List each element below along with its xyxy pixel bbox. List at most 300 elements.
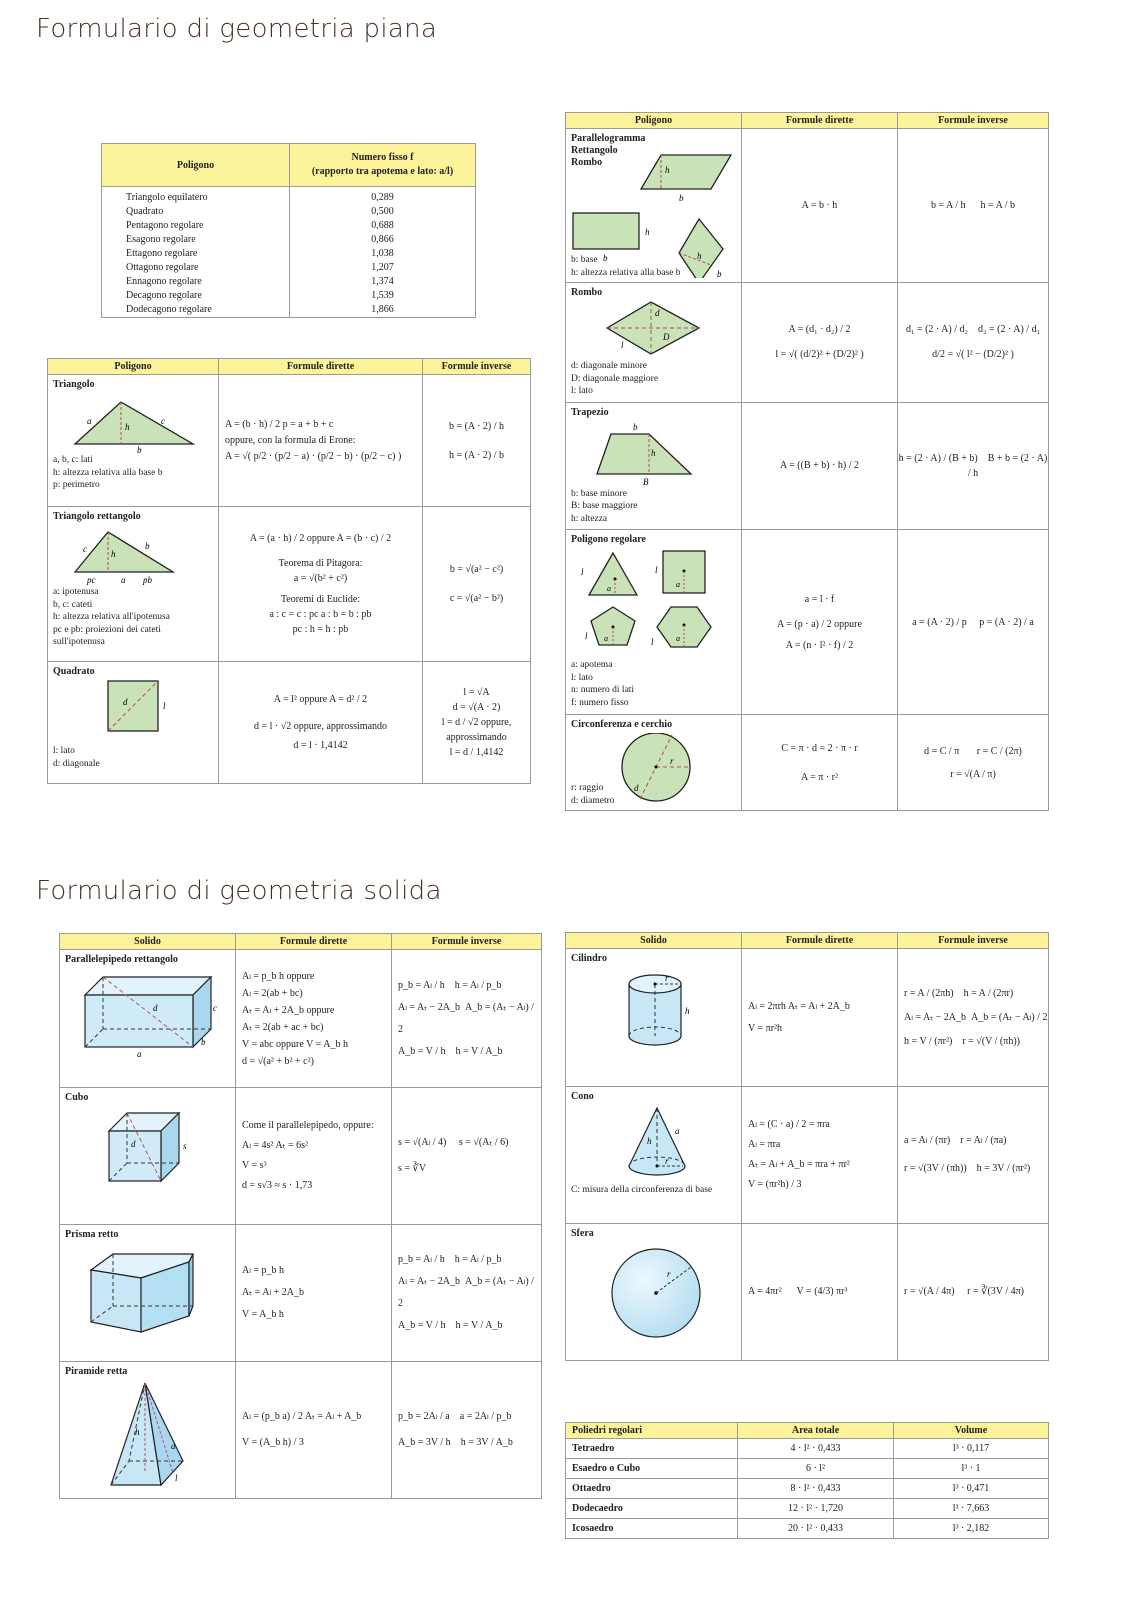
solid-left-table	[59, 933, 542, 1499]
legend-line: h: altezza relativa all'ipotenusa	[53, 612, 170, 622]
cell-direct	[236, 950, 392, 1088]
header-volume: Volume	[894, 1423, 1049, 1439]
formula: Aₜ = Aₗ + 2A_b oppure	[242, 1004, 335, 1016]
formula: a = l · f	[804, 593, 835, 605]
formula: h = (A · 2) / b	[448, 449, 505, 461]
formula: A = (p · a) / 2 oppure	[777, 618, 862, 630]
formula: B + b = (2 · A) / h	[967, 452, 1048, 479]
formula: approssimando	[446, 732, 507, 743]
cell-inverse	[392, 1088, 542, 1225]
cell-direct	[219, 375, 423, 507]
svg-text:b: b	[603, 253, 608, 263]
header-solido: Solido	[60, 934, 236, 950]
svg-text:h: h	[685, 1006, 690, 1016]
table-row	[566, 1479, 1049, 1499]
formula: A = (n · l² · f) / 2	[785, 639, 854, 651]
list-item: Ottagono regolare	[126, 262, 199, 273]
legend-line: sull'ipotenusa	[53, 637, 105, 647]
rhombus-icon	[571, 300, 736, 360]
header-formule-dirette: Formule dirette	[742, 113, 898, 129]
prism-icon	[65, 1242, 230, 1342]
table-row	[48, 507, 531, 662]
formula: s = √(Aₗ / 4)	[398, 1137, 447, 1148]
formula: A = ((B + b) · h) / 2	[779, 460, 860, 472]
svg-text:h: h	[697, 251, 702, 261]
cell-inverse	[392, 1362, 542, 1499]
cell-parallelepipedo	[60, 950, 236, 1088]
cell-direct	[236, 1362, 392, 1499]
formula: V = abc oppure V = A_b h	[242, 1038, 348, 1050]
formula: r = C / (2π)	[976, 745, 1022, 757]
svg-text:h: h	[135, 1427, 140, 1437]
legend	[53, 745, 213, 770]
formula: h = 3V / A_b	[460, 1437, 513, 1448]
list-item: Dodecagono regolare	[126, 304, 212, 315]
formula: r = Aₗ / (πa)	[960, 1135, 1007, 1146]
fixed-values	[290, 187, 476, 318]
cell-prisma	[60, 1225, 236, 1362]
svg-text:l: l	[581, 567, 584, 577]
legend-line: d: diagonale minore	[571, 361, 647, 371]
header-numero-fisso	[290, 144, 476, 187]
legend	[571, 659, 736, 709]
formula: C = π · d = 2 · π · r	[781, 742, 858, 754]
header-solido: Solido	[566, 933, 742, 949]
formula: A = √( p/2 · (p/2 − a) · (p/2 − b) · (p/2 − c) )	[225, 450, 402, 462]
formula: V = (A_b h) / 3	[242, 1437, 304, 1448]
cell-direct	[219, 507, 423, 662]
cell-inverse	[392, 1225, 542, 1362]
formula: l = d / 1,4142	[449, 747, 504, 758]
fixed-number-table	[101, 143, 476, 318]
formula: r = √(A / π)	[950, 768, 996, 780]
formula: A = l² oppure A = d² / 2	[273, 694, 368, 705]
formula: h = V / (πr²)	[904, 1035, 953, 1047]
svg-text:h: h	[665, 165, 670, 175]
svg-text:b: b	[633, 421, 638, 432]
header-poliedri: Poliedri regolari	[566, 1423, 738, 1439]
svg-text:B: B	[643, 476, 649, 487]
cell-inverse	[898, 129, 1049, 283]
formula: b = (A · 2) / h	[448, 420, 505, 432]
svg-text:b: b	[679, 193, 684, 203]
area-value: 20 · l² · 0,433	[738, 1519, 894, 1539]
cell-triangolo	[48, 375, 219, 507]
area-value: 4 · l² · 0,433	[738, 1439, 894, 1459]
formula: b = A / h	[930, 200, 966, 211]
table-row	[60, 1088, 542, 1225]
legend-line: p: perimetro	[53, 480, 100, 490]
svg-text:d: d	[153, 1003, 158, 1013]
cell-rombo	[566, 283, 742, 403]
formula: A_b = V / h	[398, 1045, 446, 1057]
shape-name: Piramide retta	[65, 1366, 128, 1377]
regular-polygons-icon	[571, 547, 736, 659]
trapezoid-icon	[571, 420, 736, 488]
formula: oppure, con la formula di Erone:	[225, 434, 356, 446]
polyhedron-name: Dodecaedro	[566, 1499, 738, 1519]
svg-text:c: c	[161, 416, 165, 426]
list-item: Triangolo equilatero	[126, 192, 208, 203]
formula: Aₗ = p_b h oppure	[242, 970, 315, 982]
svg-text:d: d	[634, 783, 639, 793]
formula: A = b · h	[801, 200, 838, 211]
formula: a = (A · 2) / p	[912, 616, 967, 628]
formula: h = Aₗ / p_b	[454, 1254, 502, 1265]
formula: d = √(A · 2)	[452, 702, 501, 713]
legend-line: h: altezza relativa alla base b	[53, 467, 163, 478]
formula: l = √A	[463, 687, 490, 698]
svg-text:b: b	[201, 1037, 206, 1047]
svg-text:h: h	[111, 549, 116, 559]
shape-name: Prisma retto	[65, 1229, 119, 1240]
header-formule-inverse: Formule inverse	[423, 359, 531, 375]
formula: V = (πr²h) / 3	[748, 1179, 802, 1190]
formula: h = Aₗ / p_b	[454, 979, 502, 991]
formula: pc : h = h : pb	[292, 624, 349, 635]
list-item: Pentagono regolare	[126, 220, 204, 231]
svg-text:h: h	[647, 1136, 652, 1146]
cell-inverse	[898, 949, 1049, 1087]
formula: Aₗ = (p_b a) / 2 Aₜ = Aₗ + A_b	[242, 1411, 362, 1422]
cell-trapezio	[566, 402, 742, 530]
cell-parallelogramma	[566, 129, 742, 283]
table-row	[60, 1362, 542, 1499]
shape-name: Cilindro	[571, 953, 607, 964]
shape-name: Parallelepipedo rettangolo	[65, 954, 178, 965]
legend-line: b: base	[571, 255, 598, 265]
fixed-value: 0,866	[371, 234, 394, 245]
formula: d = l · 1,4142	[293, 740, 348, 751]
svg-text:h: h	[651, 447, 656, 458]
legend-line: D: diagonale maggiore	[571, 373, 659, 384]
polyhedra-table	[565, 1422, 1049, 1539]
shape-name: Parallelogramma	[571, 133, 646, 144]
header-formule-inverse: Formule inverse	[392, 934, 542, 950]
svg-text:a: a	[604, 634, 608, 643]
volume-value: l³ · 7,663	[894, 1499, 1049, 1519]
formula: A = (d₁ · d₂) / 2	[788, 324, 851, 336]
legend-line: l: lato	[53, 746, 75, 756]
table-row	[566, 949, 1049, 1087]
formula: V = πr²h	[748, 1022, 783, 1034]
formula: Aₗ = Aₜ − 2A_b	[398, 1276, 461, 1287]
svg-text:a: a	[121, 575, 126, 585]
formula: h = V / A_b	[455, 1320, 503, 1331]
svg-text:a: a	[87, 416, 92, 426]
legend-line: pc e pb: proiezioni dei cateti	[53, 624, 161, 635]
shape-name: Poligono regolare	[571, 534, 646, 545]
cone-icon	[571, 1104, 736, 1184]
shape-name: Triangolo rettangolo	[53, 511, 141, 522]
table-row	[566, 530, 1049, 715]
legend-line: a, b, c: lati	[53, 455, 93, 465]
volume-value: l³ · 1	[894, 1459, 1049, 1479]
volume-value: l³ · 2,182	[894, 1519, 1049, 1539]
formula: A = π · r²	[800, 771, 839, 783]
list-item: Quadrato	[126, 206, 164, 217]
cell-inverse	[898, 1087, 1049, 1224]
list-item: Ettagono regolare	[126, 248, 198, 259]
circle-icon	[606, 733, 771, 803]
svg-text:b: b	[717, 269, 722, 278]
fixed-value: 1,539	[371, 290, 394, 301]
cell-direct	[742, 402, 898, 530]
fixed-value: 1,038	[371, 248, 394, 259]
cylinder-icon	[571, 966, 736, 1056]
svg-text:r: r	[670, 756, 674, 766]
triangle-icon	[53, 392, 203, 454]
header-formule-dirette: Formule dirette	[742, 933, 898, 949]
polyhedron-name: Esaedro o Cubo	[566, 1459, 738, 1479]
svg-text:c: c	[83, 544, 87, 554]
cell-direct	[219, 662, 423, 784]
table-row	[566, 1224, 1049, 1361]
svg-text:l: l	[655, 565, 658, 575]
table-row	[48, 375, 531, 507]
cell-cono	[566, 1087, 742, 1224]
cell-direct	[742, 530, 898, 715]
cell-direct	[742, 949, 898, 1087]
formula: A_b = (Aₜ − Aₗ) / 2	[398, 1001, 534, 1035]
fixed-names	[102, 187, 290, 318]
table-row	[566, 1499, 1049, 1519]
svg-text:l: l	[163, 701, 166, 711]
table-row	[60, 1225, 542, 1362]
right-triangle-icon	[53, 524, 203, 586]
svg-text:r: r	[667, 1269, 671, 1279]
volume-value: l³ · 0,117	[894, 1439, 1049, 1459]
header-formule-inverse: Formule inverse	[898, 113, 1049, 129]
legend-line: d: diametro	[571, 795, 615, 806]
formula: Aₗ = 2πrh Aₜ = Aₗ + 2A_b	[748, 1000, 850, 1012]
formula: h = A / (2πr)	[963, 987, 1014, 999]
formula: s = √(Aₜ / 6)	[458, 1137, 509, 1148]
legend	[571, 254, 680, 279]
legend-line: r: raggio	[571, 783, 604, 793]
cell-piramide	[60, 1362, 236, 1499]
sphere-icon	[571, 1241, 736, 1341]
legend-line: h: altezza	[571, 513, 608, 524]
header-poligono: Poligono	[102, 144, 290, 187]
cell-inverse	[423, 507, 531, 662]
svg-text:a: a	[676, 580, 680, 589]
cell-cubo	[60, 1088, 236, 1225]
cell-direct	[742, 283, 898, 403]
formula: r = ∛(3V / 4π)	[967, 1286, 1024, 1297]
table-row	[566, 1439, 1049, 1459]
table-row	[566, 283, 1049, 403]
volume-value: l³ · 0,471	[894, 1479, 1049, 1499]
cell-sfera	[566, 1224, 742, 1361]
svg-text:a: a	[171, 1441, 176, 1451]
svg-text:s: s	[183, 1141, 187, 1151]
svg-text:d: d	[123, 697, 128, 707]
cell-cilindro	[566, 949, 742, 1087]
formula: l = √( (d/2)² + (D/2)² )	[775, 349, 864, 361]
svg-text:d: d	[655, 308, 660, 318]
legend-line: n: numero di lati	[571, 685, 635, 695]
svg-text:l: l	[175, 1473, 178, 1483]
header-formule-inverse: Formule inverse	[898, 933, 1049, 949]
formula: c = √(a² − b²)	[449, 593, 504, 604]
svg-text:l: l	[651, 637, 654, 647]
legend-line: h: altezza relativa alla base b	[571, 267, 681, 278]
shape-name: Circonferenza e cerchio	[571, 719, 673, 730]
svg-text:h: h	[645, 227, 650, 237]
formula: d = √(a² + b² + c²)	[242, 1055, 314, 1067]
formula: Aₗ = πra	[748, 1139, 781, 1150]
svg-text:l: l	[621, 340, 624, 350]
formula: r = A / (2πh)	[904, 987, 954, 999]
cube-icon	[65, 1105, 230, 1195]
shape-name: Quadrato	[53, 666, 95, 677]
solid-geometry-title: Formulario di geometria solida	[36, 876, 442, 906]
legend	[571, 488, 736, 526]
table-row	[566, 1459, 1049, 1479]
formula: Aₗ = Aₜ − 2A_b	[398, 1001, 461, 1013]
cell-inverse	[423, 662, 531, 784]
legend-line: a: apotema	[571, 660, 613, 670]
legend	[571, 360, 736, 398]
area-value: 6 · l²	[738, 1459, 894, 1479]
svg-text:a: a	[675, 1126, 680, 1136]
formula: A_b = (Aₜ − Aₗ) / 2	[971, 1011, 1048, 1023]
legend-line: b, c: cateti	[53, 599, 93, 610]
plane-right-table	[565, 112, 1049, 811]
header-area: Area totale	[738, 1423, 894, 1439]
formula: d = l · √2 oppure, approssimando	[253, 721, 388, 732]
shape-name: Cono	[571, 1091, 594, 1102]
formula: Teorema di Pitagora:	[278, 558, 363, 569]
formula: A = (a · h) / 2 oppure A = (b · c) / 2	[249, 533, 392, 544]
cell-inverse	[898, 715, 1049, 811]
shape-name: Rombo	[571, 157, 603, 168]
legend-line: l: lato	[571, 386, 593, 396]
svg-text:d: d	[131, 1139, 136, 1149]
formula: A_b = 3V / h	[398, 1437, 451, 1448]
formula: d₁ = (2 · A) / d₂	[905, 324, 968, 336]
formula: s = ∛V	[398, 1163, 427, 1174]
fixed-value: 1,866	[371, 304, 394, 315]
legend-line: B: base maggiore	[571, 501, 638, 511]
legend-line: l: lato	[571, 672, 593, 683]
header-poligono: Poligono	[566, 113, 742, 129]
formula: p_b = 2Aₗ / a	[398, 1411, 450, 1422]
list-item: Esagono regolare	[126, 234, 196, 245]
list-item: Decagono regolare	[126, 290, 202, 301]
formula: V = s³	[242, 1160, 267, 1171]
shape-name: Cubo	[65, 1092, 89, 1103]
shape-names	[571, 133, 645, 169]
header-numero-fisso-label: Numero fisso f	[351, 152, 414, 163]
formula: r = √(V / (πh))	[962, 1035, 1020, 1047]
legend	[53, 454, 213, 492]
area-value: 8 · l² · 0,433	[738, 1479, 894, 1499]
table-row	[60, 950, 542, 1088]
formula: a = Aₗ / (πr)	[904, 1135, 951, 1146]
shape-name: Trapezio	[571, 406, 609, 418]
plane-geometry-title: Formulario di geometria piana	[36, 14, 438, 44]
formula: h = A / b	[980, 200, 1016, 211]
legend-line: C: misura della circonferenza di base	[571, 1185, 713, 1195]
cell-quadrato	[48, 662, 219, 784]
svg-text:h: h	[125, 422, 130, 432]
formula: a = 2Aₗ / p_b	[459, 1411, 512, 1422]
svg-text:c: c	[213, 1003, 217, 1013]
formula: V = (4/3) πr³	[796, 1286, 848, 1297]
solid-right-table	[565, 932, 1049, 1361]
formula: Aₜ = 2(ab + ac + bc)	[242, 1021, 324, 1033]
polyhedron-name: Icosaedro	[566, 1519, 738, 1539]
formula: b = √(a² − c²)	[449, 564, 504, 575]
header-poligono: Poligono	[48, 359, 219, 375]
svg-text:r: r	[665, 973, 669, 983]
cell-direct	[236, 1225, 392, 1362]
formula: h = V / A_b	[455, 1045, 503, 1057]
formula: p_b = Aₗ / h	[398, 1254, 445, 1265]
area-value: 12 · l² · 1,720	[738, 1499, 894, 1519]
formula: d/2 = √( l² − (D/2)² )	[932, 349, 1014, 361]
legend-line: d: diagonale	[53, 758, 100, 769]
formula: Aₜ = Aₗ + 2A_b	[242, 1287, 305, 1298]
table-row	[566, 715, 1049, 811]
formula: a = √(b² + c²)	[293, 573, 348, 584]
cell-inverse	[898, 283, 1049, 403]
svg-text:a: a	[607, 584, 611, 593]
table-row	[566, 129, 1049, 283]
svg-text:pc: pc	[87, 575, 96, 585]
formula: A_b = V / h	[398, 1320, 446, 1331]
fixed-value: 0,688	[371, 220, 394, 231]
legend-line: f: numero fisso	[571, 697, 629, 708]
table-row	[566, 402, 1049, 530]
formula: Aₗ = (C · a) / 2 = πra	[748, 1119, 830, 1130]
formula: Aₗ = Aₜ − 2A_b	[904, 1011, 967, 1023]
svg-text:b: b	[145, 541, 150, 551]
header-numero-fisso-sub: (rapporto tra apotema e lato: a/l)	[311, 166, 454, 177]
cell-inverse	[898, 530, 1049, 715]
formula: A = (b · h) / 2 p = a + b + c	[225, 418, 334, 430]
formula: h = 3V / (πr²)	[976, 1163, 1031, 1174]
cell-inverse	[898, 1224, 1049, 1361]
cell-inverse	[898, 402, 1049, 530]
formula: d₂ = (2 · A) / d₁	[978, 324, 1041, 336]
cell-inverse	[423, 375, 531, 507]
cell-direct	[742, 1224, 898, 1361]
svg-text:a: a	[676, 634, 680, 643]
fixed-value: 1,207	[371, 262, 394, 273]
fixed-value: 1,374	[371, 276, 394, 287]
legend-line: b: base minore	[571, 488, 627, 499]
list-item: Ennagono regolare	[126, 276, 202, 287]
fixed-value: 0,500	[371, 206, 394, 217]
legend-line: a: ipotenusa	[53, 587, 99, 597]
polyhedron-name: Ottaedro	[566, 1479, 738, 1499]
formula: h = (2 · A) / (B + b)	[898, 452, 978, 464]
cell-direct	[742, 129, 898, 283]
cell-inverse	[392, 950, 542, 1088]
svg-text:a: a	[137, 1049, 142, 1057]
header-formule-dirette: Formule dirette	[219, 359, 423, 375]
square-icon	[53, 679, 203, 735]
formula: d = C / π	[924, 745, 960, 757]
formula: A_b = (Aₜ − Aₗ) / 2	[398, 1276, 534, 1309]
formula: r = √(A / 4π)	[904, 1286, 955, 1297]
svg-text:pb: pb	[143, 575, 152, 585]
legend	[571, 782, 615, 807]
cuboid-icon	[65, 967, 230, 1057]
